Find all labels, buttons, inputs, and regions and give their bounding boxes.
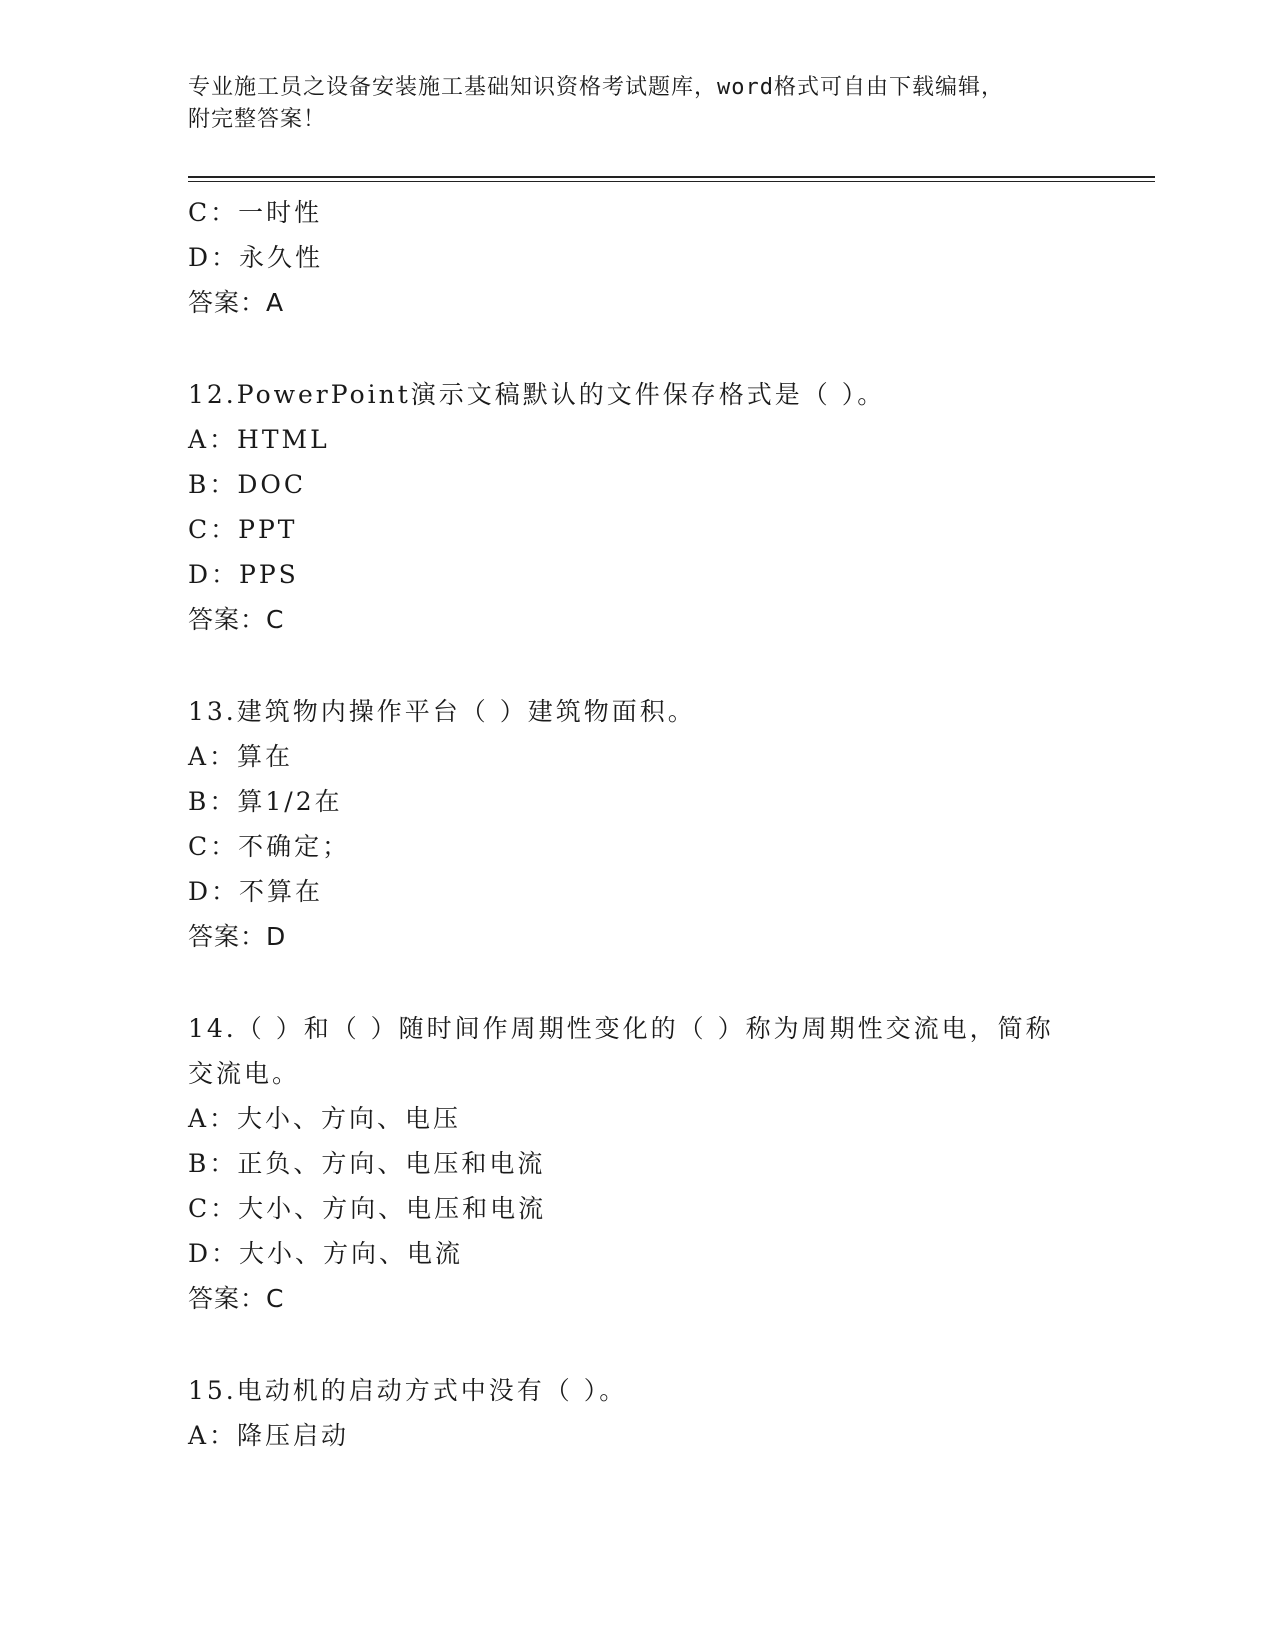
spacer <box>188 325 1088 372</box>
option-d: D：永久性 <box>188 243 324 272</box>
question-15 <box>188 1368 1088 1458</box>
question-text: 12.PowerPoint演示文稿默认的文件保存格式是（ ）。 <box>188 380 886 409</box>
spacer <box>188 642 1088 689</box>
header-rule <box>188 176 1155 178</box>
question-12 <box>188 372 1088 642</box>
option-d: D：大小、方向、电流 <box>188 1239 464 1268</box>
answer: 答案：A <box>188 288 285 317</box>
option-c: C：不确定； <box>188 832 351 861</box>
question-list <box>188 190 1088 1458</box>
answer: 答案：D <box>188 922 287 951</box>
answer: 答案：C <box>188 605 285 634</box>
question-14 <box>188 1006 1088 1321</box>
option-c: C：一时性 <box>188 198 323 227</box>
option-a: A：HTML <box>188 425 330 454</box>
question-text: 14.（ ）和（ ）随时间作周期性变化的（ ）称为周期性交流电，简称交流电。 <box>188 1014 1054 1088</box>
spacer <box>188 959 1088 1006</box>
option-b: B：DOC <box>188 470 307 499</box>
header-rule-thin <box>188 181 1155 182</box>
option-c: C：PPT <box>188 515 298 544</box>
question-text: 13.建筑物内操作平台（ ）建筑物面积。 <box>188 697 696 726</box>
option-d: D：不算在 <box>188 877 324 906</box>
header-line-1: 专业施工员之设备安装施工基础知识资格考试题库，word格式可自由下载编辑， <box>188 75 1004 100</box>
question-11-continued <box>188 190 1088 325</box>
question-text: 15.电动机的启动方式中没有（ ）。 <box>188 1376 628 1405</box>
option-b: B：正负、方向、电压和电流 <box>188 1149 546 1178</box>
question-13 <box>188 689 1088 959</box>
option-c: C：大小、方向、电压和电流 <box>188 1194 547 1223</box>
option-a: A：大小、方向、电压 <box>188 1104 462 1133</box>
header-line-2: 附完整答案！ <box>188 107 327 132</box>
option-a: A：算在 <box>188 742 294 771</box>
spacer <box>188 1321 1088 1368</box>
answer: 答案：C <box>188 1284 285 1313</box>
option-d: D：PPS <box>188 560 299 589</box>
option-a: A：降压启动 <box>188 1421 350 1450</box>
document-header <box>188 72 1088 136</box>
option-b: B：算1/2在 <box>188 787 343 816</box>
